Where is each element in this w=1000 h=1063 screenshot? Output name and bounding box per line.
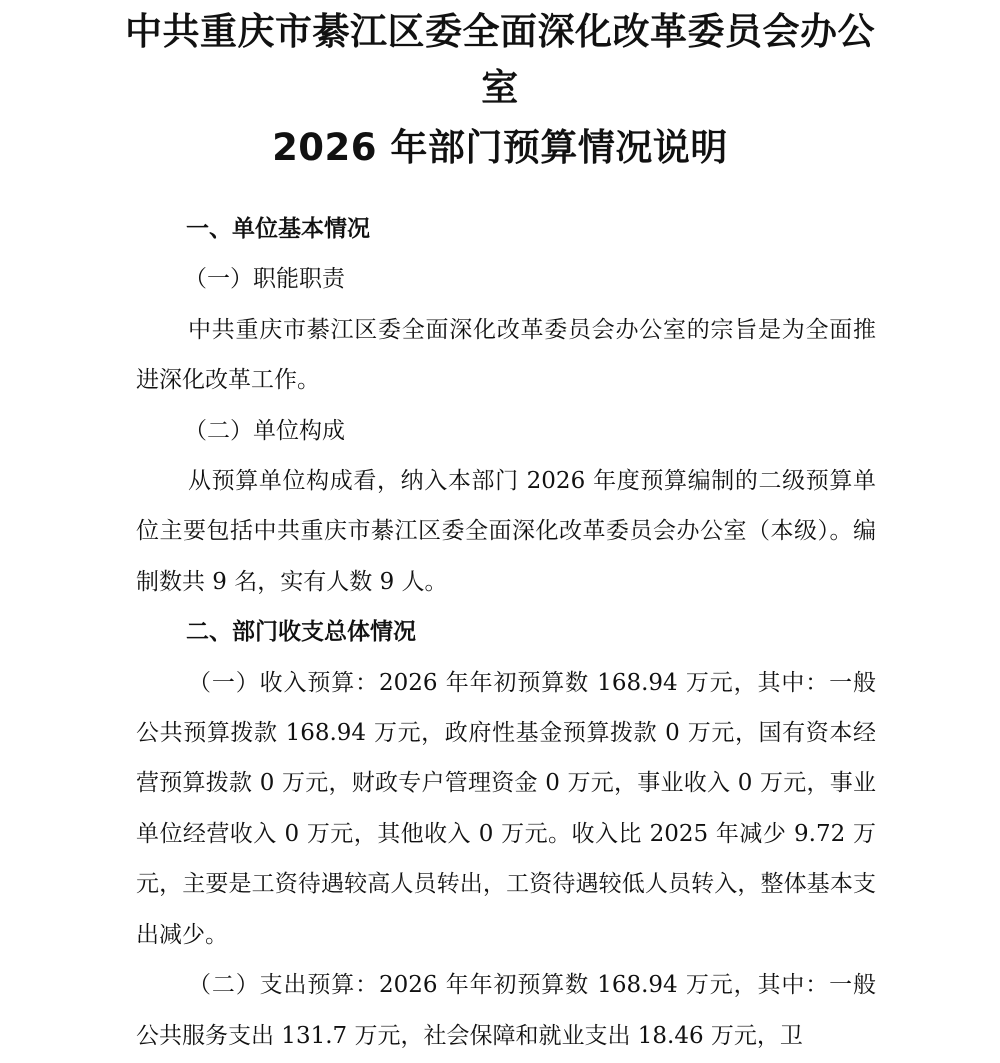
section-1-sub-2-text: 从预算单位构成看，纳入本部门 2026 年度预算编制的二级预算单位主要包括中共重庆市綦江区委全面深化改革委员会办公室（本级）。编制数共 9 名，实有人数 9 人。	[136, 468, 876, 595]
income-lead: （一）收入预算：	[188, 669, 380, 696]
title-line-3: 2026 年部门预算情况说明	[272, 126, 728, 169]
section-1-sub-1-text: 中共重庆市綦江区委全面深化改革委员会办公室的宗旨是为全面推进深化改革工作。	[136, 316, 876, 394]
document-body	[136, 204, 876, 1061]
section-1-sub-1-heading: （一）职能职责	[184, 266, 345, 293]
expense-text: 2026 年年初预算数 168.94 万元，其中：一般公共服务支出 131.7 万元，社会保障和就业支出 18.46 万元，卫	[136, 972, 876, 1049]
section-2-heading: 二、部门收支总体情况	[186, 619, 416, 646]
section-2-expense-paragraph	[136, 960, 876, 1061]
expense-lead: （二）支出预算：	[188, 972, 380, 999]
section-1-heading: 一、单位基本情况	[186, 216, 370, 242]
title-line-2: 室	[481, 66, 519, 109]
title-line-1: 中共重庆市綦江区委全面深化改革委员会办公	[125, 10, 875, 53]
income-text: 2026 年年初预算数 168.94 万元，其中：一般公共预算拨款 168.94 万元，政府性基金预算拨款 0 万元，国有资本经营预算拨款 0 万元，财政专户管理资金 0 万元，事业收入 0 万元，事业单位经营收入 0 万元，其他收入 0 万元。收入比 2025 年减少 9.72 万元，主要是工资待遇较高人员转出，工资待遇较低人员转入，整体基本支出减少。	[136, 669, 876, 948]
section-1-sub-2-heading: （二）单位构成	[184, 417, 345, 444]
section-2-income-paragraph	[136, 658, 876, 960]
document-title	[0, 4, 1000, 176]
